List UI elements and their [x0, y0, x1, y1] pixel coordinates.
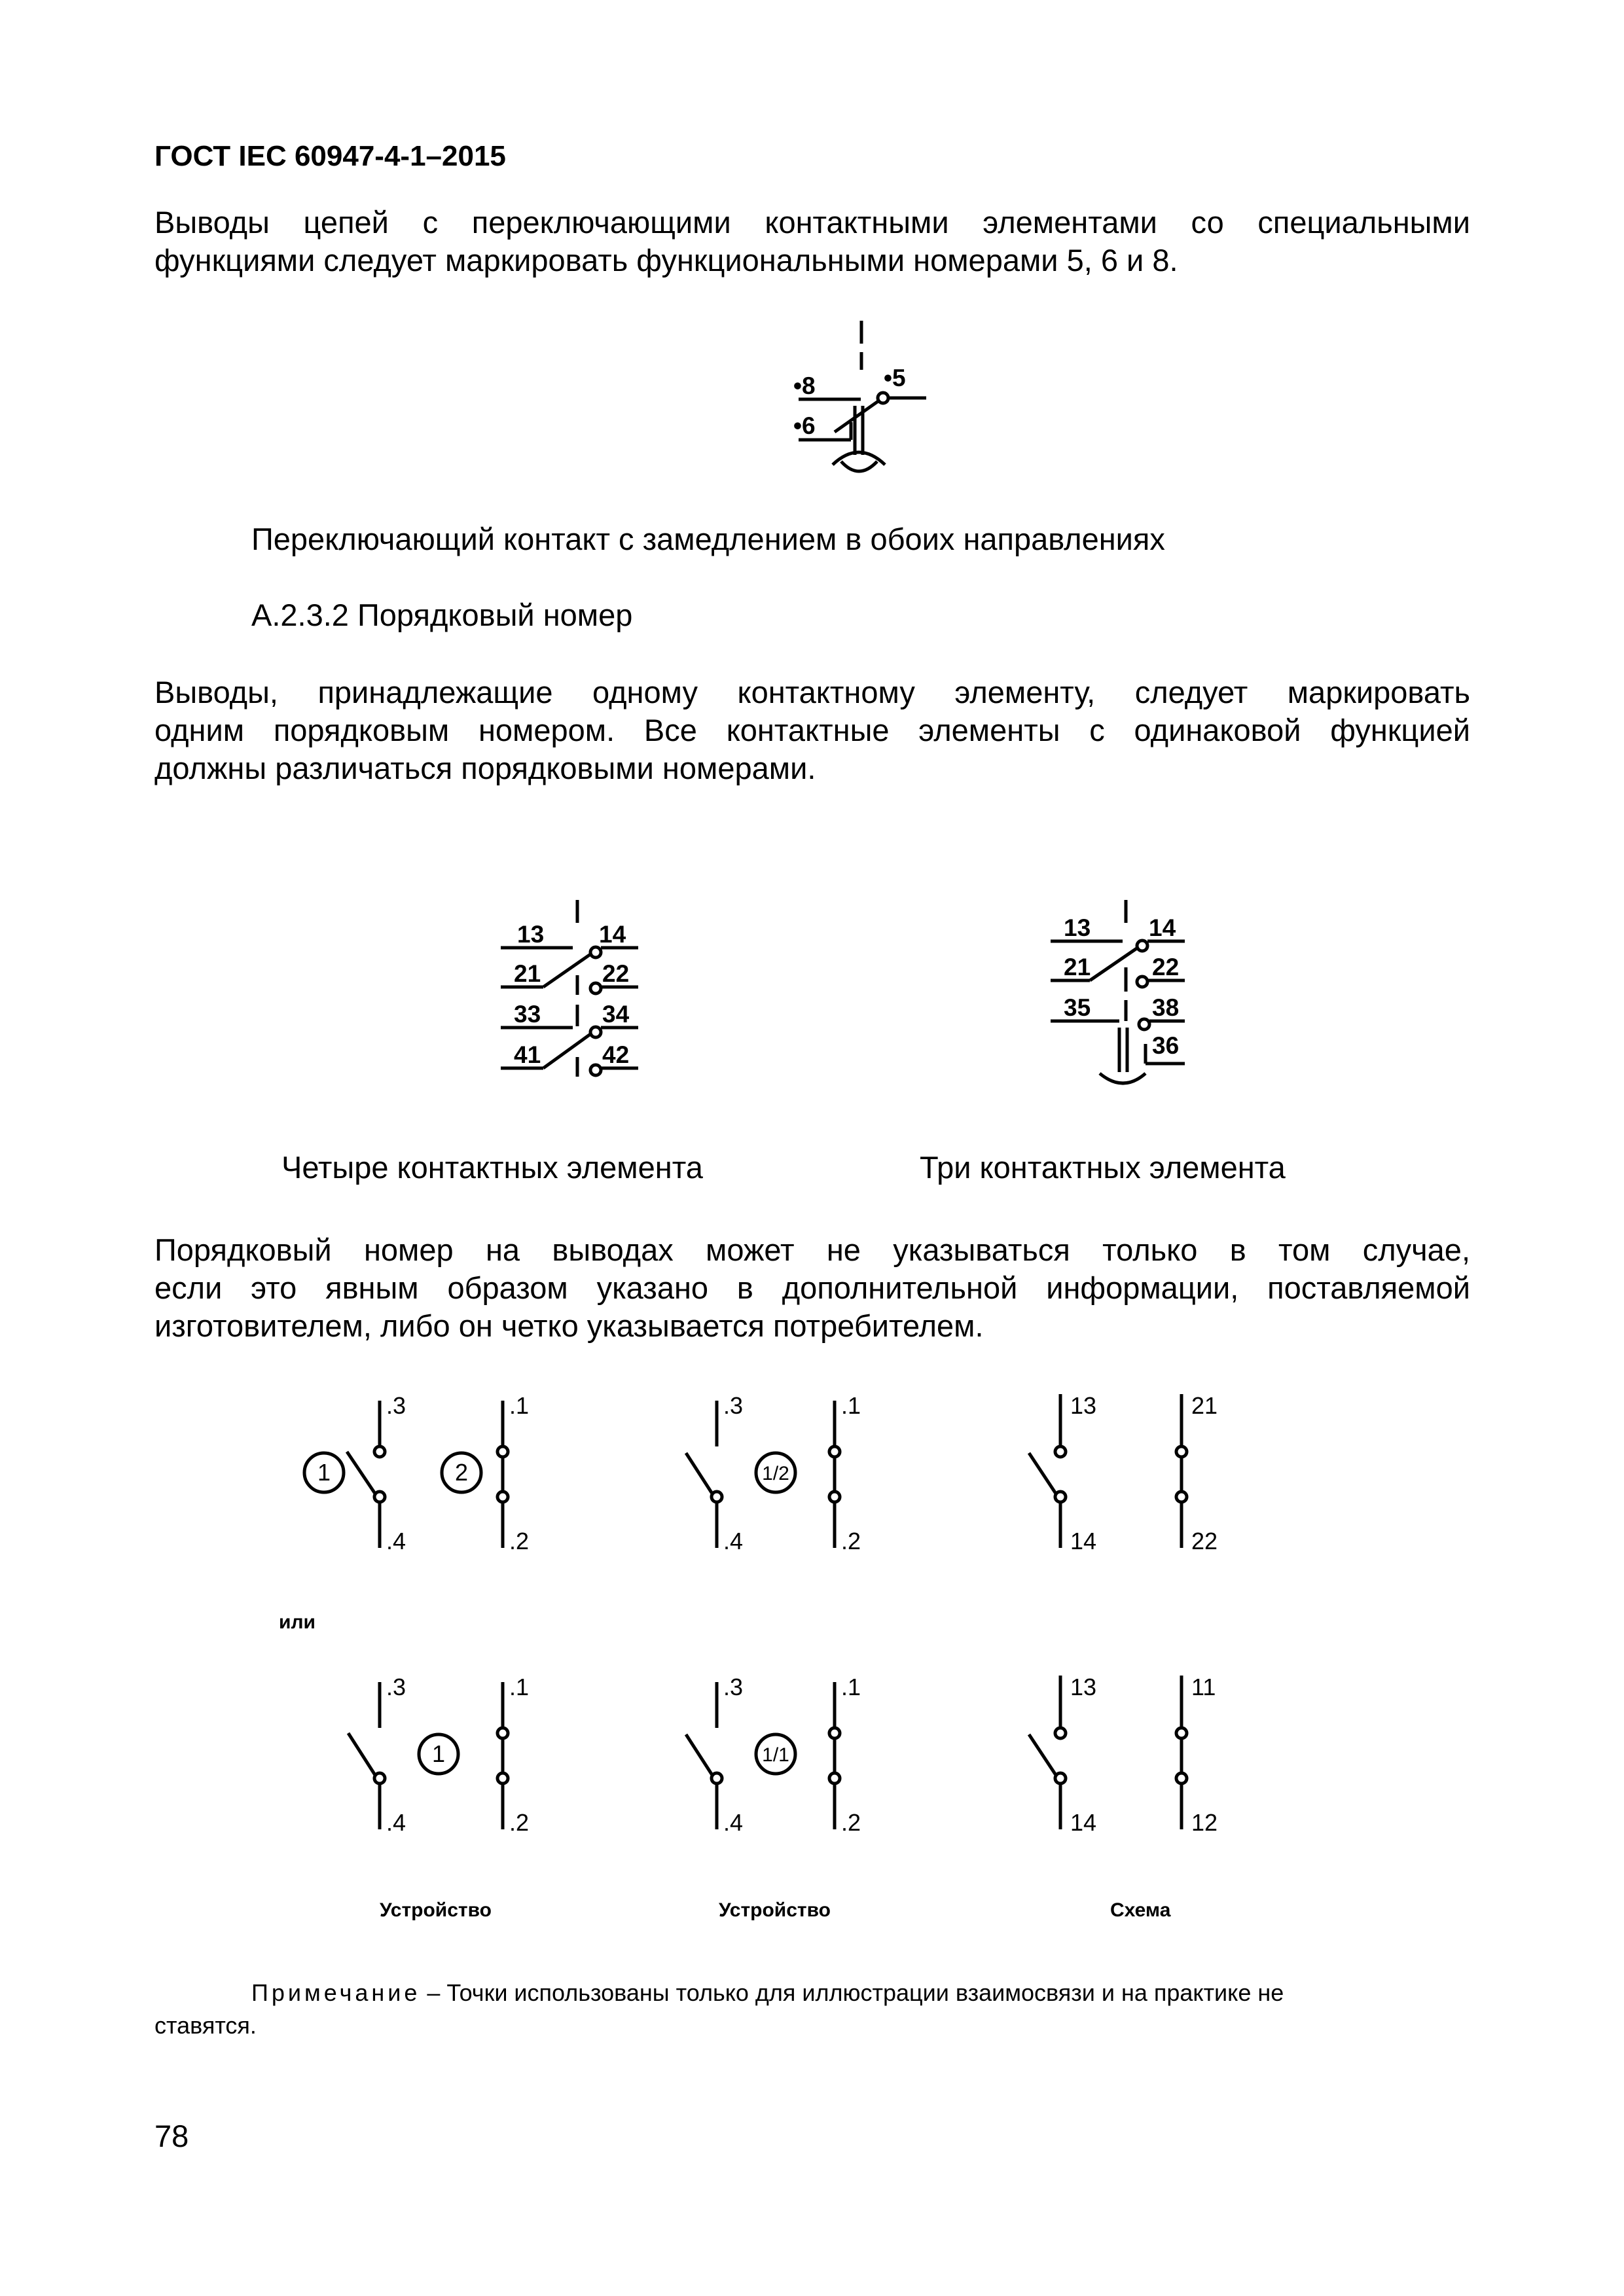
- element-number: 1/2: [762, 1463, 789, 1484]
- paragraph-line: одним порядковым номером. Все контактные элементы с одинаковой функцией: [154, 713, 1470, 747]
- paragraph-line: функциями следует маркировать функциональными номерами 5, 6 и 8.: [154, 243, 1178, 278]
- note-label: Примечание: [251, 1979, 421, 2006]
- terminal-label: 13: [517, 921, 545, 948]
- terminal-label: .2: [509, 1528, 530, 1554]
- paragraph-line: если это явным образом указано в дополнительной информации, поставляемой: [154, 1270, 1470, 1305]
- element-number: 2: [454, 1459, 469, 1486]
- terminal-label: 14: [1070, 1809, 1097, 1836]
- element-number: 1: [317, 1459, 331, 1486]
- terminal-label: 34: [602, 1001, 630, 1028]
- alternative-label: или: [279, 1611, 316, 1633]
- figure-changeover-contact: [785, 314, 943, 471]
- figure-three-contact-elements: [1047, 897, 1204, 1093]
- figure-device-diagram: [288, 1662, 563, 1852]
- figure-caption: Схема: [1110, 1899, 1171, 1921]
- terminal-label: •6: [793, 412, 816, 439]
- terminal-label: 35: [1064, 994, 1091, 1021]
- terminal-label: 21: [1191, 1392, 1218, 1419]
- element-number: 1/1: [762, 1744, 789, 1766]
- terminal-label: •5: [884, 365, 906, 391]
- terminal-label: .3: [723, 1392, 744, 1419]
- figure-caption: Четыре контактных элемента: [281, 1150, 703, 1185]
- terminal-label: 21: [1064, 954, 1091, 980]
- figure-caption: Устройство: [719, 1899, 831, 1921]
- paragraph-line: изготовителем, либо он четко указывается потребителем.: [154, 1308, 984, 1343]
- paragraph-line: Выводы, принадлежащие одному контактному элементу, следует маркировать: [154, 675, 1470, 709]
- figure-schema-diagram: [1021, 1381, 1296, 1571]
- terminal-label: .3: [386, 1392, 406, 1419]
- terminal-label: .1: [841, 1674, 861, 1700]
- figure-caption: Три контактных элемента: [920, 1150, 1286, 1185]
- paragraph-line: Выводы цепей с переключающими контактными элементами со специальными: [154, 205, 1470, 240]
- terminal-label: .3: [386, 1674, 406, 1700]
- terminal-label: 12: [1191, 1809, 1218, 1836]
- page-number: 78: [154, 2119, 189, 2153]
- figure-four-contact-elements: [497, 897, 655, 1093]
- terminal-label: .4: [386, 1528, 406, 1554]
- note-text: – Точки использованы только для иллюстрации взаимосвязи и на практике не: [420, 1979, 1284, 2006]
- terminal-label: .2: [841, 1528, 861, 1554]
- note-line: ставятся.: [154, 2012, 257, 2039]
- terminal-label: 33: [514, 1001, 541, 1028]
- terminal-label: .1: [841, 1392, 861, 1419]
- figure-caption: Переключающий контакт с замедлением в обоих направлениях: [251, 522, 1165, 556]
- terminal-label: .4: [723, 1809, 744, 1836]
- terminal-label: 14: [1070, 1528, 1097, 1554]
- terminal-label: 14: [1149, 914, 1176, 941]
- paragraph-line: должны различаться порядковыми номерами.: [154, 751, 816, 785]
- terminal-label: 38: [1152, 994, 1180, 1021]
- terminal-label: .3: [723, 1674, 744, 1700]
- terminal-label: •8: [793, 372, 816, 399]
- document-header: ГОСТ IEC 60947-4-1–2015: [154, 140, 506, 172]
- terminal-label: 22: [1191, 1528, 1218, 1554]
- terminal-label: 22: [602, 960, 630, 987]
- terminal-label: .2: [841, 1809, 861, 1836]
- terminal-label: 13: [1070, 1674, 1097, 1700]
- element-number: 1: [431, 1740, 446, 1767]
- terminal-label: 21: [514, 960, 541, 987]
- figure-device-diagram: [655, 1381, 929, 1571]
- terminal-label: .4: [386, 1809, 406, 1836]
- terminal-label: 41: [514, 1041, 541, 1068]
- figure-schema-diagram: [1021, 1662, 1296, 1852]
- terminal-label: 13: [1070, 1392, 1097, 1419]
- terminal-label: 36: [1152, 1032, 1180, 1059]
- terminal-label: 11: [1191, 1674, 1216, 1700]
- note-line: [251, 1979, 1284, 2007]
- paragraph-line: Порядковый номер на выводах может не указываться только в том случае,: [154, 1232, 1470, 1267]
- terminal-label: .1: [509, 1674, 530, 1700]
- section-heading: А.2.3.2 Порядковый номер: [251, 598, 633, 632]
- terminal-label: .2: [509, 1809, 530, 1836]
- terminal-label: .4: [723, 1528, 744, 1554]
- terminal-label: 22: [1152, 954, 1180, 980]
- terminal-label: 13: [1064, 914, 1091, 941]
- figure-device-diagram: [288, 1381, 563, 1571]
- terminal-label: 14: [599, 921, 626, 948]
- terminal-label: 42: [602, 1041, 630, 1068]
- figure-caption: Устройство: [380, 1899, 492, 1921]
- figure-device-diagram: [655, 1662, 929, 1852]
- terminal-label: .1: [509, 1392, 530, 1419]
